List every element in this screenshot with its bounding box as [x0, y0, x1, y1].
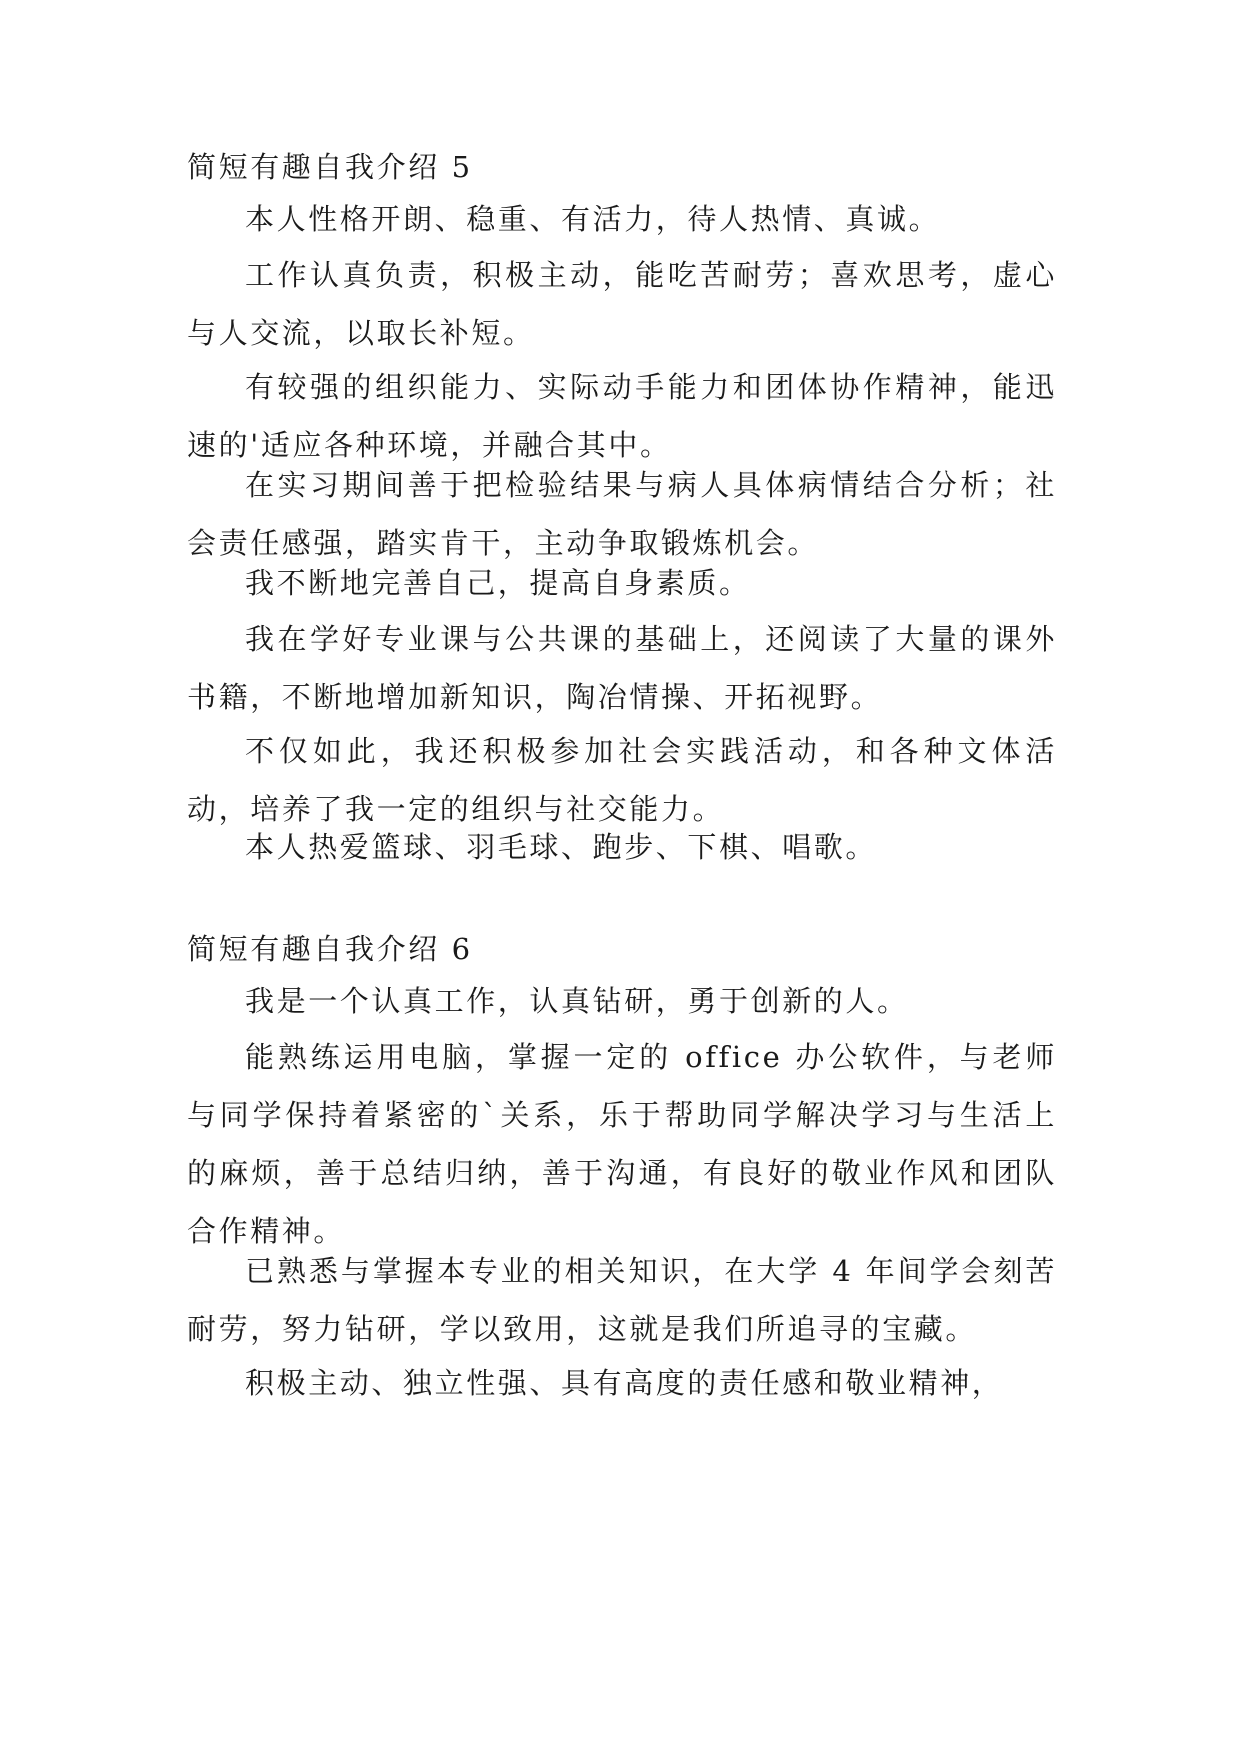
- paragraph: 我是一个认真工作，认真钻研，勇于创新的人。: [245, 984, 909, 1018]
- paragraph: 不仅如此，我还积极参加社会实践活动，和各种文体活动，培养了我一定的组织与社交能力。: [187, 734, 1057, 826]
- paragraph: 本人热爱篮球、羽毛球、跑步、下棋、唱歌。: [245, 830, 878, 864]
- section-title: 简短有趣自我介绍 5: [187, 150, 473, 184]
- paragraph: 本人性格开朗、稳重、有活力，待人热情、真诚。: [245, 202, 941, 236]
- paragraph: 工作认真负责，积极主动，能吃苦耐劳；喜欢思考，虚心与人交流，以取长补短。: [187, 258, 1057, 350]
- paragraph: 有较强的组织能力、实际动手能力和团体协作精神，能迅速的'适应各种环境，并融合其中。: [187, 370, 1057, 462]
- paragraph: 积极主动、独立性强、具有高度的责任感和敬业精神，: [245, 1366, 1004, 1400]
- paragraph: 在实习期间善于把检验结果与病人具体病情结合分析；社会责任感强，踏实肯干，主动争取锻炼机会。: [187, 468, 1057, 560]
- paragraph: 能熟练运用电脑，掌握一定的 office 办公软件，与老师与同学保持着紧密的`关系，乐于帮助同学解决学习与生活上的麻烦，善于总结归纳，善于沟通，有良好的敬业作风和团队合作精神。: [187, 1040, 1057, 1248]
- paragraph: 我不断地完善自己，提高自身素质。: [245, 566, 751, 600]
- paragraph: 已熟悉与掌握本专业的相关知识，在大学 4 年间学会刻苦耐劳，努力钻研，学以致用，这就是我们所追寻的宝藏。: [187, 1254, 1057, 1346]
- section-title: 简短有趣自我介绍 6: [187, 932, 473, 966]
- paragraph: 我在学好专业课与公共课的基础上，还阅读了大量的课外书籍，不断地增加新知识，陶冶情操、开拓视野。: [187, 622, 1057, 714]
